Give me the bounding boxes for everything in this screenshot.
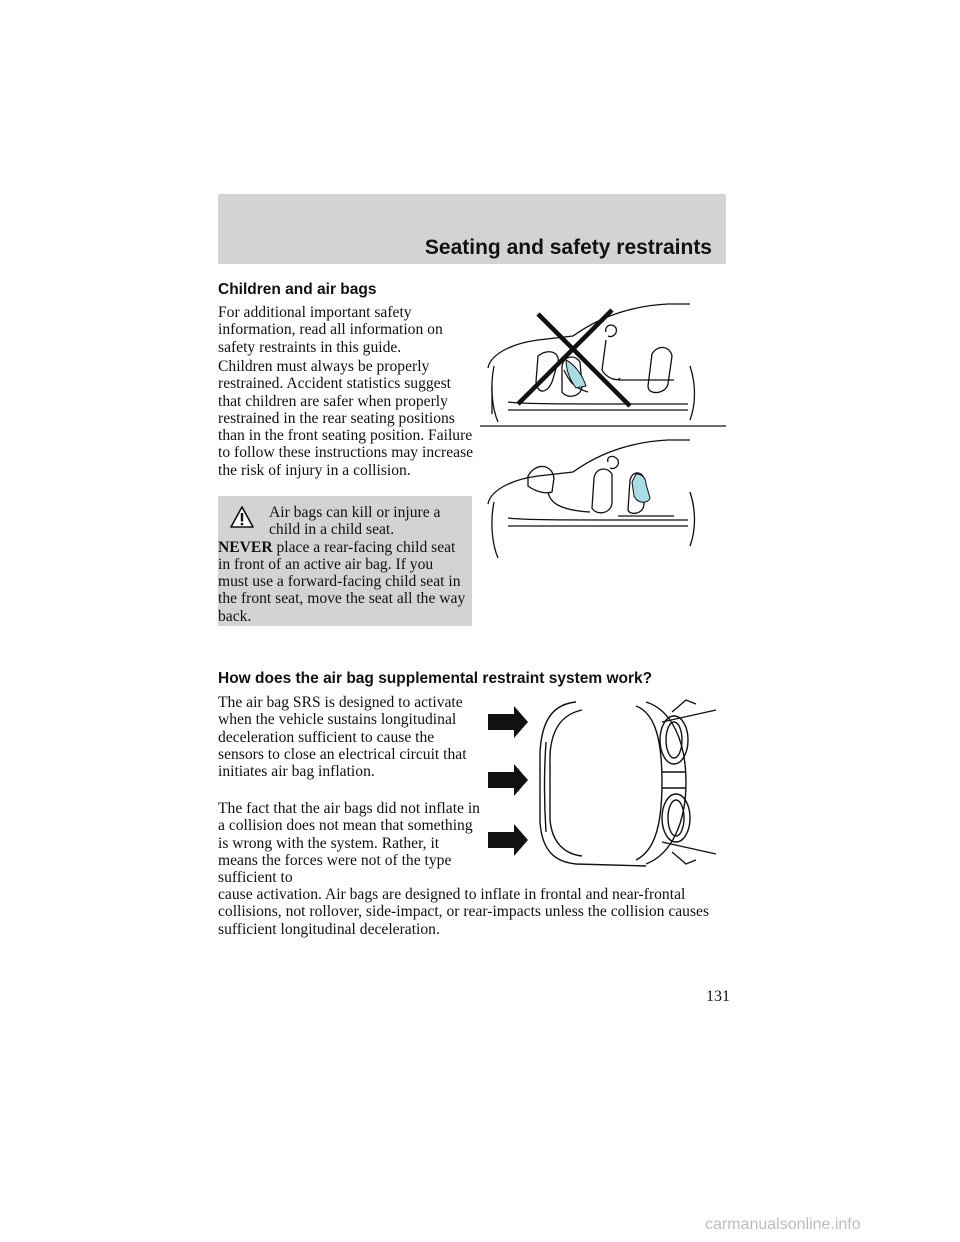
warning-text <box>218 504 466 625</box>
front-seat-child-illustration <box>478 296 728 430</box>
warning-box <box>218 496 472 626</box>
header-band <box>218 194 726 264</box>
arrow-icon <box>488 706 528 738</box>
header-title: Seating and safety restraints <box>424 236 712 259</box>
paragraph-srs-design: The air bag SRS is designed to activate when the vehicle sustains longitudinal deceleration sufficient to cause the sensors to close an electrical circuit that initiates air bag inflation. <box>218 694 467 781</box>
paragraph-no-inflate-wide: cause activation. Air bags are designed to inflate in frontal and near-frontal collisions, not rollover, side-impact, or rear-impacts unless the collision causes sufficient longitudinal deceleration. <box>218 886 710 938</box>
paragraph-no-inflate-narrow: The fact that the air bags did not inflate in a collision does not mean that something is wrong with the system. Rather, it means the forces were not of the type sufficient to <box>218 800 480 887</box>
impact-arrows <box>488 706 528 856</box>
warning-line-2: child in a child seat. <box>269 521 395 539</box>
arrow-icon <box>488 764 528 796</box>
section-heading-air-bag-srs: How does the air bag supplemental restraint system work? <box>218 670 653 687</box>
warning-rest: place a rear-facing child seat in front of an active air bag. If you must use a forward-facing child seat in the front seat, move the seat all the way back. <box>218 538 466 625</box>
footer-watermark[interactable]: carmanualsonline.info <box>705 1216 861 1233</box>
page-number: 131 <box>706 988 730 1005</box>
arrow-icon <box>488 824 528 856</box>
frontal-impact-illustration <box>486 692 726 882</box>
warning-line-1: Air bags can kill or injure a <box>269 504 441 521</box>
warning-never: NEVER <box>218 538 273 556</box>
paragraph-children-restrained: Children must always be properly restrained. Accident statistics suggest that children are safer when properly restrained in the rear seating positions than in the front seating position. Failure to follow these instructions may increase the risk of injury in a collision. <box>218 358 474 479</box>
paragraph-safety-info: For additional important safety information, read all information on safety restraints in this guide. <box>218 304 443 356</box>
section-heading-children-air-bags: Children and air bags <box>218 281 377 298</box>
warning-body <box>218 539 466 625</box>
rear-seat-child-illustration <box>478 432 728 568</box>
car-top-view <box>540 700 716 866</box>
